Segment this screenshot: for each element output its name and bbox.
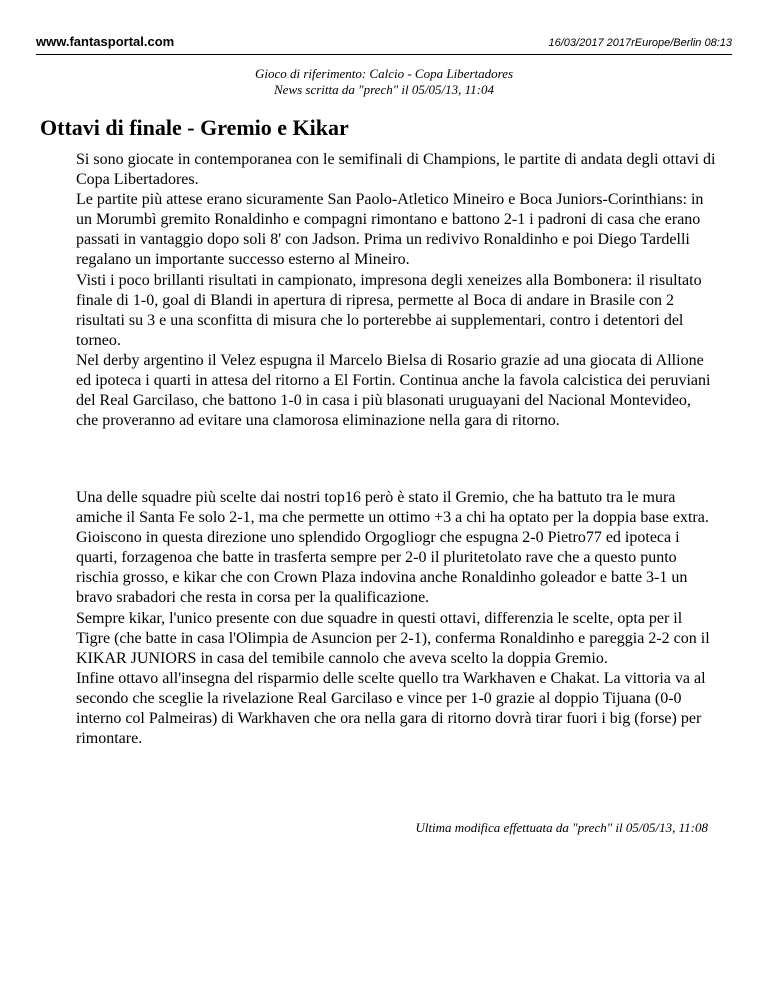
paragraph: Si sono giocate in contemporanea con le semifinali di Champions, le partite di andata degli ottavi di Copa Libertadores. xyxy=(76,151,716,189)
paragraph: Una delle squadre più scelte dai nostri top16 però è stato il Gremio, che ha battuto tra le mura amiche il Santa Fe solo 2-1, ma che permette un ottimo +3 a chi ha optato per la doppia base extra. Gioiscono in questa direzione uno splendido Orgogliogr che espugna 2-0 Pietro77 ed ipoteca i quarti, forzagenoa che batte in trasferta sempre per 2-0 il pluritetolato rave che a questo punto rischia grosso, e kikar che con Crown Plaza indovina anche Ronaldinho goleador e batte 3-1 un bravo srabadori che resta in corsa per la qualificazione. xyxy=(76,489,709,607)
print-date: 16/03/2017 2017rEurope/Berlin 08:13 xyxy=(548,37,732,49)
article-body-first-section xyxy=(76,150,716,431)
game-reference: Gioco di riferimento: Calcio - Copa Libertadores xyxy=(254,66,514,81)
news-author-line: News scritta da "prech" il 05/05/13, 11:04 xyxy=(274,82,494,97)
paragraph: Visti i poco brillanti risultati in campionato, impresona degli xeneizes alla Bombonera: il risultato finale di 1-0, goal di Blandi in apertura di ripresa, permette al Boca di andare in Brasile con 2 risultati su 3 e una sconfitta di misura che lo porterebbe ai supplementari, contro i detentori del torneo. xyxy=(76,271,702,349)
article-title: Ottavi di finale - Gremio e Kikar xyxy=(40,115,349,140)
paragraph: Nel derby argentino il Velez espugna il Marcelo Bielsa di Rosario grazie ad una giocata di Allione ed ipoteca i quarti in attesa del ritorno a El Fortin. Continua anche la favola calcistica dei peruviani del Real Garcilaso, che battono 1-0 in casa i più blasonati uruguayani del Nacional Montevideo, che proveranno ad evitare una clamorosa eliminazione nella gara di ritorno. xyxy=(76,351,711,430)
article-body-second-section xyxy=(76,488,716,749)
article-meta xyxy=(0,66,768,98)
paragraph: Infine ottavo all'insegna del risparmio delle scelte quello tra Warkhaven e Chakat. La vittoria va al secondo che sceglie la rivelazione Real Garcilaso e vince per 1-0 grazie al doppio Tijuana (0-0 interno col Palmeiras) di Warkhaven che ora nella gara di ritorno dovrà tirar fuori i big (forse) per rimontare. xyxy=(76,669,706,748)
paragraph: Le partite più attese erano sicuramente San Paolo-Atletico Mineiro e Boca Juniors-Corinthians: in un Morumbì gremito Ronaldinho e compagni rimontano e battono 2-1 i padroni di casa che erano passati in vantaggio dopo soli 8' con Jadson. Prima un redivivo Ronaldinho e poi Diego Tardelli regalano un importante successo esterno al Mineiro. xyxy=(76,191,704,269)
site-url[interactable]: www.fantasportal.com xyxy=(36,34,175,49)
last-modified-note: Ultima modifica effettuata da "prech" il 05/05/13, 11:08 xyxy=(415,820,708,835)
page-header xyxy=(36,34,732,55)
paragraph: Sempre kikar, l'unico presente con due squadre in questi ottavi, differenzia le scelte, opta per il Tigre (che batte in casa l'Olimpia de Asuncion per 2-1), conferma Ronaldinho e pareggia 2-2 con il KIKAR JUNIORS in casa del temibile cannolo che aveva scelto la doppia Gremio. xyxy=(76,609,710,667)
